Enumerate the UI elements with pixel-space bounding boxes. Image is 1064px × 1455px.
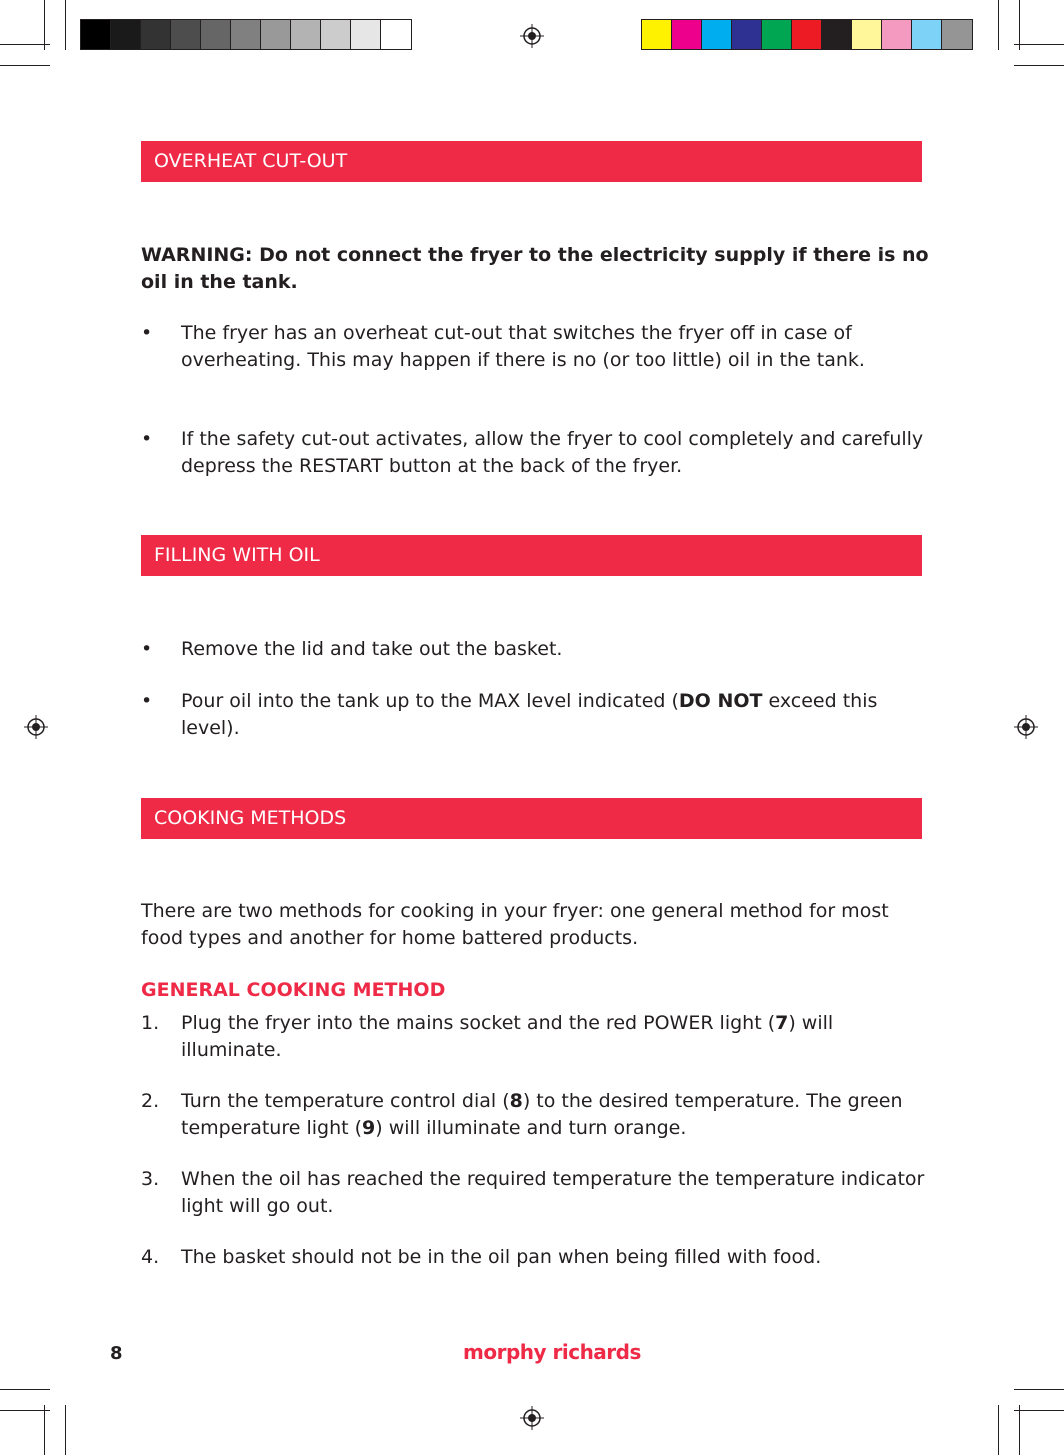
emphasis-text: DO NOT xyxy=(678,690,763,712)
section-heading-cooking: COOKING METHODS xyxy=(141,798,922,839)
step-item xyxy=(141,1166,931,1220)
intro-paragraph: There are two methods for cooking in your fryer: one general method for most food types and another for home battered products. xyxy=(141,900,889,949)
color-swatch xyxy=(792,20,822,49)
list-item-text: The fryer has an overheat cut-out that switches the fryer off in case of overheating. This may happen if there is no (or too little) oil in the tank. xyxy=(181,322,865,371)
list-item-text xyxy=(181,688,931,742)
process-color-bar xyxy=(641,19,973,50)
color-swatch xyxy=(762,20,792,49)
color-swatch xyxy=(822,20,852,49)
registration-mark-icon xyxy=(520,1406,544,1430)
warning-text: WARNING: Do not connect the fryer to the electricity supply if there is no oil in the tank. xyxy=(141,244,929,293)
text-run: Plug the fryer into the mains socket and the red POWER light ( xyxy=(181,1012,776,1034)
color-swatch xyxy=(942,20,972,49)
color-swatch xyxy=(171,20,201,49)
sub-heading-general-method: GENERAL COOKING METHOD xyxy=(141,979,446,1001)
color-swatch xyxy=(912,20,942,49)
registration-mark-icon xyxy=(1014,715,1038,739)
step-text: The basket should not be in the oil pan when being filled with food. xyxy=(181,1246,822,1268)
color-swatch xyxy=(852,20,882,49)
list-item xyxy=(141,688,931,742)
bullet-marker: • xyxy=(141,428,153,450)
step-number: 2. xyxy=(141,1090,160,1112)
brand-logo: morphy richards xyxy=(463,1340,641,1364)
list-item-text: Remove the lid and take out the basket. xyxy=(181,638,563,660)
grayscale-color-bar xyxy=(80,19,412,50)
step-item xyxy=(141,1088,931,1142)
step-text: When the oil has reached the required temperature the temperature indicator light will go out. xyxy=(181,1168,925,1217)
list-item xyxy=(141,426,931,480)
color-swatch xyxy=(291,20,321,49)
emphasis-text: 9 xyxy=(362,1117,376,1139)
emphasis-text: 8 xyxy=(509,1090,523,1112)
registration-mark-icon xyxy=(24,715,48,739)
step-item xyxy=(141,1010,931,1064)
color-swatch xyxy=(351,20,381,49)
color-swatch xyxy=(672,20,702,49)
text-run: ) to the desired temperature. The green temperature light ( xyxy=(181,1090,903,1139)
color-swatch xyxy=(141,20,171,49)
text-run: ) will illuminate. xyxy=(181,1012,834,1061)
step-number: 1. xyxy=(141,1012,160,1034)
step-number: 3. xyxy=(141,1168,160,1190)
step-text xyxy=(181,1010,931,1064)
color-swatch xyxy=(231,20,261,49)
bullet-marker: • xyxy=(141,322,153,344)
color-swatch xyxy=(702,20,732,49)
text-run: Turn the temperature control dial ( xyxy=(181,1090,510,1112)
color-swatch xyxy=(381,20,411,49)
text-run: exceed this level). xyxy=(181,690,878,739)
page-number: 8 xyxy=(110,1343,123,1364)
color-swatch xyxy=(321,20,351,49)
bullet-marker: • xyxy=(141,690,153,712)
text-run: ) will illuminate and turn orange. xyxy=(375,1117,687,1139)
list-item xyxy=(141,636,931,663)
text-run: Pour oil into the tank up to the MAX level indicated ( xyxy=(181,690,679,712)
step-item xyxy=(141,1244,931,1271)
color-swatch xyxy=(81,20,111,49)
step-number: 4. xyxy=(141,1246,160,1268)
color-swatch xyxy=(642,20,672,49)
list-item-text: If the safety cut-out activates, allow the fryer to cool completely and carefully depress the RESTART button at the back of the fryer. xyxy=(181,428,924,477)
registration-mark-icon xyxy=(520,24,544,48)
color-swatch xyxy=(201,20,231,49)
section-heading-filling: FILLING WITH OIL xyxy=(141,535,922,576)
emphasis-text: 7 xyxy=(775,1012,789,1034)
list-item xyxy=(141,320,931,374)
color-swatch xyxy=(261,20,291,49)
color-swatch xyxy=(732,20,762,49)
section-heading-overheat: OVERHEAT CUT-OUT xyxy=(141,141,922,182)
step-text xyxy=(181,1088,931,1142)
color-swatch xyxy=(882,20,912,49)
color-swatch xyxy=(111,20,141,49)
bullet-marker: • xyxy=(141,638,153,660)
